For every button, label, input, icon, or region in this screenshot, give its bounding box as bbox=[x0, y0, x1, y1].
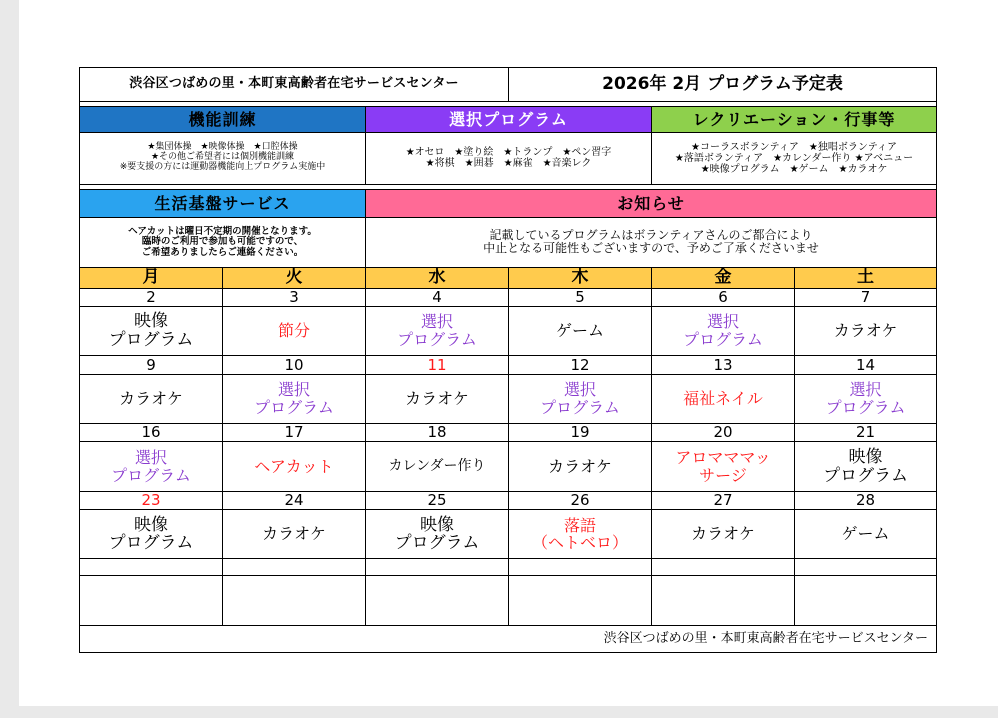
functional-line-3: ※要支援の方には運動器機能向上プログラム実施中 bbox=[119, 162, 326, 173]
living-line-2: 臨時のご利用で参加も可能ですので、 bbox=[141, 236, 304, 248]
optional-line-1: ★オセロ ★塗り絵 ★トランプ ★ペン習字 bbox=[405, 147, 612, 159]
event-line-2: プログラム bbox=[823, 465, 908, 486]
date-number: 13 bbox=[652, 356, 795, 374]
event-cell bbox=[652, 374, 795, 423]
date-number: 24 bbox=[223, 491, 366, 509]
event-cell bbox=[80, 374, 223, 423]
event-line-2: プログラム bbox=[683, 330, 763, 350]
date-number: 25 bbox=[366, 491, 509, 509]
category-living-services: 生活基盤サービス bbox=[80, 189, 366, 217]
event-line-1: 節分 bbox=[277, 321, 310, 341]
date-number: 17 bbox=[223, 423, 366, 441]
category-notice: お知らせ bbox=[366, 189, 937, 217]
empty-cell bbox=[366, 559, 509, 576]
event-line-1: 落語 bbox=[564, 515, 597, 535]
living-line-1: ヘアカットは曜日不定期の開催となります。 bbox=[128, 225, 317, 237]
event-line-1: カラオケ bbox=[119, 388, 183, 408]
event-line-1: カラオケ bbox=[691, 524, 755, 544]
event-line-1: ヘアカット bbox=[254, 456, 334, 476]
date-number: 18 bbox=[366, 423, 509, 441]
event-line-2: プログラム bbox=[397, 330, 477, 350]
event-line-2: プログラム bbox=[108, 533, 194, 554]
event-cell bbox=[80, 510, 223, 559]
event-cell bbox=[795, 306, 937, 355]
event-line-1: ゲーム bbox=[556, 321, 605, 341]
event-line-1: ゲーム bbox=[841, 524, 890, 544]
event-line-1: カラオケ bbox=[833, 321, 898, 341]
date-number: 10 bbox=[223, 356, 366, 374]
empty-cell bbox=[795, 576, 937, 625]
event-line-1: 選択 bbox=[277, 380, 310, 400]
weekday-fri: 金 bbox=[652, 267, 795, 288]
event-line-1: カラオケ bbox=[548, 456, 612, 476]
event-cell bbox=[80, 306, 223, 355]
event-cell bbox=[509, 306, 652, 355]
date-number: 20 bbox=[652, 423, 795, 441]
event-cell bbox=[366, 442, 509, 491]
program-schedule-table bbox=[79, 67, 937, 653]
event-cell bbox=[795, 510, 937, 559]
event-cell bbox=[795, 442, 937, 491]
event-line-1: カラオケ bbox=[405, 388, 469, 408]
functional-line-1: ★集団体操 ★映像体操 ★口腔体操 bbox=[147, 142, 298, 153]
schedule-title: 2026年 2月 プログラム予定表 bbox=[509, 68, 937, 102]
date-number-holiday: 23 bbox=[80, 491, 223, 509]
event-cell bbox=[652, 510, 795, 559]
recreation-line-3: ★映像プログラム ★ゲーム ★カラオケ bbox=[700, 163, 888, 175]
event-cell bbox=[366, 306, 509, 355]
event-cell bbox=[223, 374, 366, 423]
empty-cell bbox=[795, 559, 937, 576]
date-number: 5 bbox=[509, 288, 652, 306]
footer-facility-name: 渋谷区つばめの里・本町東高齢者在宅サービスセンター bbox=[80, 625, 937, 652]
category-functional-training: 機能訓練 bbox=[80, 106, 366, 132]
event-line-1: 選択 bbox=[421, 312, 454, 332]
event-line-1: カレンダー作り bbox=[388, 457, 486, 474]
date-number: 9 bbox=[80, 356, 223, 374]
category-optional-program: 選択プログラム bbox=[366, 106, 652, 132]
optional-line-2: ★将棋 ★囲碁 ★麻雀 ★音楽レク bbox=[425, 158, 592, 170]
empty-cell bbox=[80, 576, 223, 625]
functional-line-2: ★その他ご希望者には個別機能訓練 bbox=[150, 152, 295, 163]
event-cell bbox=[366, 374, 509, 423]
date-number-holiday: 11 bbox=[366, 356, 509, 374]
functional-training-description bbox=[80, 133, 366, 184]
event-line-2: プログラム bbox=[108, 330, 194, 351]
event-line-2: プログラム bbox=[394, 533, 480, 554]
event-cell bbox=[80, 442, 223, 491]
date-number: 26 bbox=[509, 491, 652, 509]
weekday-thu: 木 bbox=[509, 267, 652, 288]
weekday-wed: 水 bbox=[366, 267, 509, 288]
event-cell bbox=[223, 510, 366, 559]
living-services-description bbox=[80, 218, 366, 267]
notice-line-2: 中止となる可能性もございますので、予めご了承くださいませ bbox=[483, 241, 819, 256]
date-number: 4 bbox=[366, 288, 509, 306]
date-number: 2 bbox=[80, 288, 223, 306]
event-line-1: 映像 bbox=[134, 514, 168, 535]
date-number: 21 bbox=[795, 423, 937, 441]
event-line-2: （ヘトベロ） bbox=[532, 533, 629, 553]
empty-cell bbox=[80, 559, 223, 576]
date-number: 16 bbox=[80, 423, 223, 441]
event-line-1: 選択 bbox=[564, 380, 597, 400]
recreation-line-2: ★落語ボランティア ★カレンダー作り ★アベニュー bbox=[674, 152, 914, 164]
event-line-1: 選択 bbox=[707, 312, 740, 332]
notice-line-1: 記載しているプログラムはボランティアさんのご都合により bbox=[489, 228, 813, 243]
recreation-line-1: ★コーラスボランティア ★独唱ボランティア bbox=[691, 141, 898, 153]
weekday-sat: 土 bbox=[795, 267, 937, 288]
event-cell bbox=[652, 442, 795, 491]
optional-program-description bbox=[366, 133, 652, 184]
empty-cell bbox=[366, 576, 509, 625]
event-line-2: サージ bbox=[699, 465, 747, 485]
date-number: 3 bbox=[223, 288, 366, 306]
event-cell bbox=[509, 442, 652, 491]
event-line-2: プログラム bbox=[254, 397, 334, 417]
date-number: 14 bbox=[795, 356, 937, 374]
event-cell bbox=[366, 510, 509, 559]
date-number: 19 bbox=[509, 423, 652, 441]
date-number: 12 bbox=[509, 356, 652, 374]
recreation-description bbox=[652, 133, 937, 184]
event-line-1: 映像 bbox=[848, 446, 883, 467]
event-cell bbox=[509, 374, 652, 423]
event-line-1: 映像 bbox=[134, 311, 168, 332]
event-line-2: プログラム bbox=[540, 397, 620, 417]
category-recreation: レクリエーション・行事等 bbox=[652, 106, 937, 132]
event-cell bbox=[223, 306, 366, 355]
empty-cell bbox=[652, 559, 795, 576]
event-line-2: プログラム bbox=[111, 465, 191, 485]
date-number: 6 bbox=[652, 288, 795, 306]
event-cell bbox=[223, 442, 366, 491]
weekday-mon: 月 bbox=[80, 267, 223, 288]
event-line-2: プログラム bbox=[825, 397, 906, 417]
empty-cell bbox=[509, 576, 652, 625]
empty-cell bbox=[223, 576, 366, 625]
event-cell bbox=[795, 374, 937, 423]
date-number: 27 bbox=[652, 491, 795, 509]
date-number: 7 bbox=[795, 288, 937, 306]
empty-cell bbox=[509, 559, 652, 576]
event-cell bbox=[652, 306, 795, 355]
empty-cell bbox=[652, 576, 795, 625]
event-line-1: アロマママッ bbox=[675, 447, 771, 467]
facility-name: 渋谷区つばめの里・本町東高齢者在宅サービスセンター bbox=[80, 68, 509, 102]
weekday-tue: 火 bbox=[223, 267, 366, 288]
event-line-1: 映像 bbox=[420, 514, 454, 535]
event-line-1: 選択 bbox=[134, 447, 167, 467]
living-line-3: ご希望ありましたらご連絡ください。 bbox=[141, 246, 304, 258]
event-line-1: カラオケ bbox=[262, 524, 326, 544]
notice-description bbox=[366, 218, 937, 267]
event-cell bbox=[509, 510, 652, 559]
event-line-1: 選択 bbox=[849, 380, 882, 400]
date-number: 28 bbox=[795, 491, 937, 509]
empty-cell bbox=[223, 559, 366, 576]
event-line-1: 福祉ネイル bbox=[683, 388, 763, 408]
